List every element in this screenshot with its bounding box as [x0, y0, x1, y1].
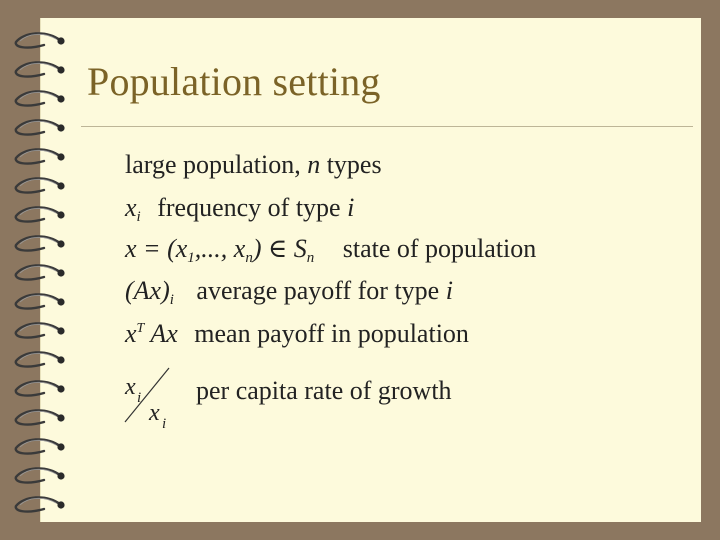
math-var: x	[125, 374, 136, 400]
line-text: mean payoff in population	[194, 319, 469, 348]
line-text: types	[320, 150, 382, 179]
math-expr: ,..., x	[194, 234, 246, 263]
spiral-binding-ring-icon	[16, 410, 65, 424]
line-state	[125, 234, 536, 264]
math-subscript: i	[137, 390, 142, 406]
spiral-binding-ring-icon	[16, 381, 65, 395]
math-var: i	[347, 193, 355, 222]
spiral-binding-ring-icon	[16, 323, 65, 337]
line-text: average payoff for type	[196, 276, 446, 305]
spiral-binding-ring-icon	[16, 468, 65, 482]
math-var: x	[125, 193, 137, 222]
math-expr: Ax	[144, 319, 178, 348]
math-var: x	[149, 400, 160, 426]
line-text: frequency of type	[157, 193, 348, 222]
line-population-size	[125, 150, 382, 180]
spiral-binding-ring-icon	[16, 149, 65, 163]
line-average-payoff	[125, 276, 453, 306]
spiral-binding-ring-icon	[16, 294, 65, 308]
line-growth-rate	[196, 376, 452, 406]
page-title: Population setting	[87, 59, 381, 104]
math-subscript: i	[136, 209, 141, 225]
spiral-binding-ring-icon	[16, 91, 65, 105]
slide-page	[40, 18, 701, 522]
math-expr: x = (x	[125, 234, 188, 263]
math-var: n	[307, 150, 321, 179]
math-expr: ) ∈ S	[252, 234, 307, 263]
spiral-binding-ring-icon	[16, 120, 65, 134]
math-subscript: n	[245, 250, 253, 266]
line-mean-payoff	[125, 319, 469, 349]
spiral-binding-ring-icon	[16, 62, 65, 76]
spiral-binding-ring-icon	[16, 439, 65, 453]
math-subscript: i	[169, 292, 174, 308]
spiral-binding-ring-icon	[16, 352, 65, 366]
growth-rate-fraction	[119, 356, 199, 432]
spiral-binding-ring-icon	[16, 497, 65, 511]
spiral-binding-ring-icon	[16, 265, 65, 279]
math-subscript: 1	[187, 250, 195, 266]
line-frequency	[125, 193, 354, 223]
title-divider	[81, 126, 693, 127]
math-expr: (Ax)	[125, 276, 170, 305]
line-text: large population,	[125, 150, 308, 179]
math-var: x	[125, 319, 137, 348]
line-text: per capita rate of growth	[196, 376, 452, 405]
spiral-binding-ring-icon	[16, 178, 65, 192]
spiral-binding-ring-icon	[16, 207, 65, 221]
math-subscript: n	[306, 250, 315, 266]
line-text: state of population	[342, 234, 537, 263]
spiral-binding-ring-icon	[16, 33, 65, 47]
spiral-binding-ring-icon	[16, 236, 65, 250]
spiral-binding	[0, 0, 80, 540]
math-superscript: T	[136, 321, 145, 336]
math-var: i	[445, 276, 453, 305]
math-subscript: i	[162, 416, 167, 432]
